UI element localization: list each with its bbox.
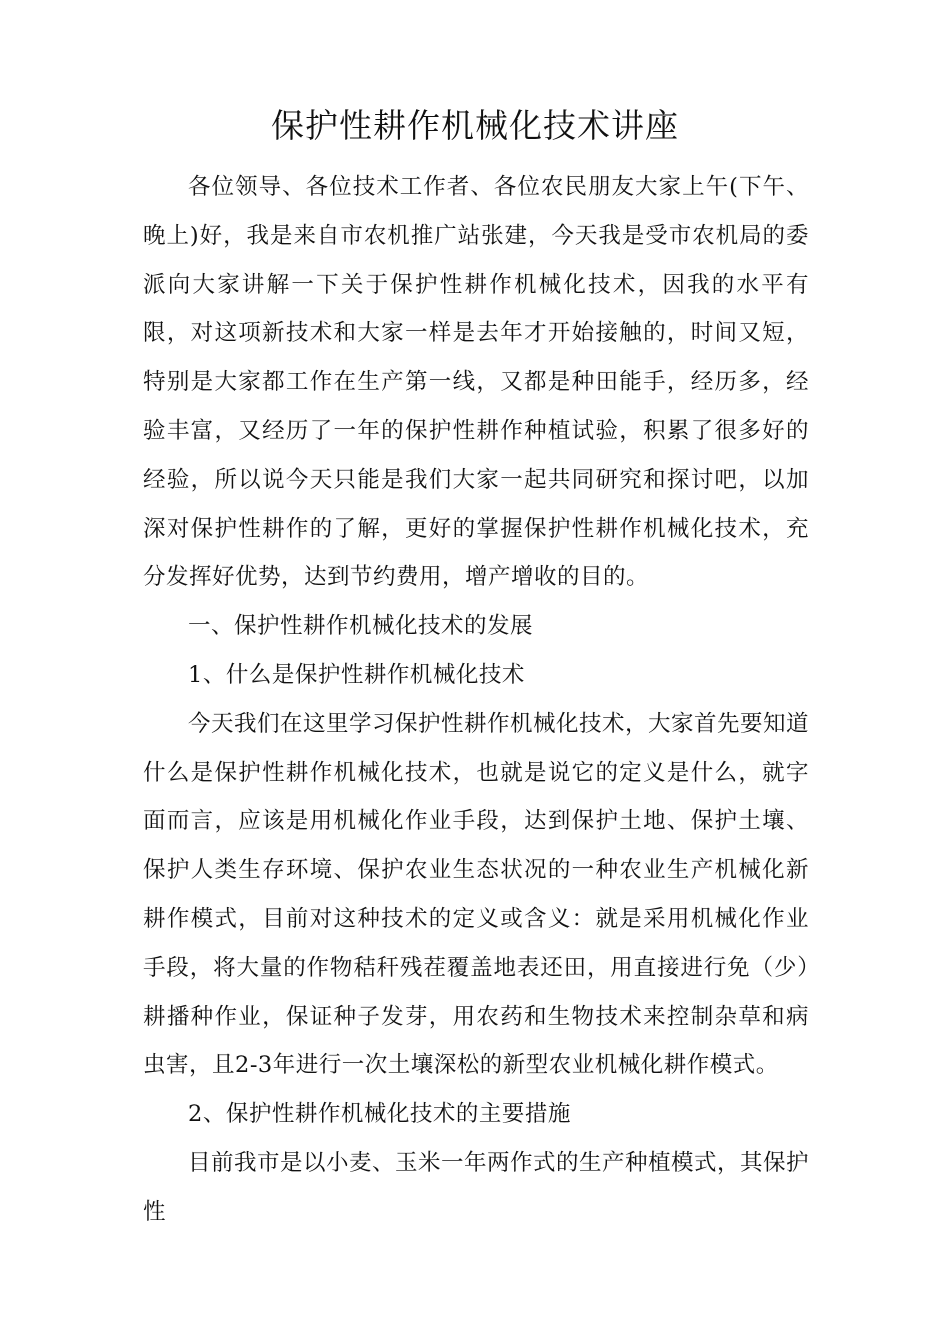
document-body [143, 163, 809, 1237]
measures-paragraph: 目前我市是以小麦、玉米一年两作式的生产种植模式，其保护性 [143, 1149, 810, 1225]
subsection-heading-1: 1、什么是保护性耕作机械化技术 [188, 661, 525, 688]
intro-paragraph: 各位领导、各位技术工作者、各位农民朋友大家上午(下午、晚上)好，我是来自市农机推广站张建，今天我是受市农机局的委派向大家讲解一下关于保护性耕作机械化技术，因我的水平有限，对这项新技术和大家一样是去年才开始接触的，时间又短，特别是大家都工作在生产第一线，又都是种田能手，经历多，经验丰富，又经历了一年的保护性耕作种植试验，积累了很多好的经验，所以说今天只能是我们大家一起共同研究和探讨吧，以加深对保护性耕作的了解，更好的掌握保护性耕作机械化技术，充分发挥好优势，达到节约费用，增产增收的目的。 [143, 174, 809, 591]
subsection-heading-2: 2、保护性耕作机械化技术的主要措施 [188, 1101, 571, 1128]
document-title: 保护性耕作机械化技术讲座 [271, 106, 679, 145]
section-heading-1: 一、保护性耕作机械化技术的发展 [188, 613, 534, 640]
definition-paragraph: 今天我们在这里学习保护性耕作机械化技术，大家首先要知道什么是保护性耕作机械化技术，也就是说它的定义是什么，就字面而言，应该是用机械化作业手段，达到保护土地、保护土壤、保护人类生存环境、保护农业生态状况的一种农业生产机械化新耕作模式，目前对这种技术的定义或含义：就是采用机械化作业手段，将大量的作物秸秆残茬覆盖地表还田，用直接进行免（少）耕播种作业，保证种子发芽，用农药和生物技术来控制杂草和病虫害，且2-3年进行一次土壤深松的新型农业机械化耕作模式。 [143, 710, 810, 1079]
